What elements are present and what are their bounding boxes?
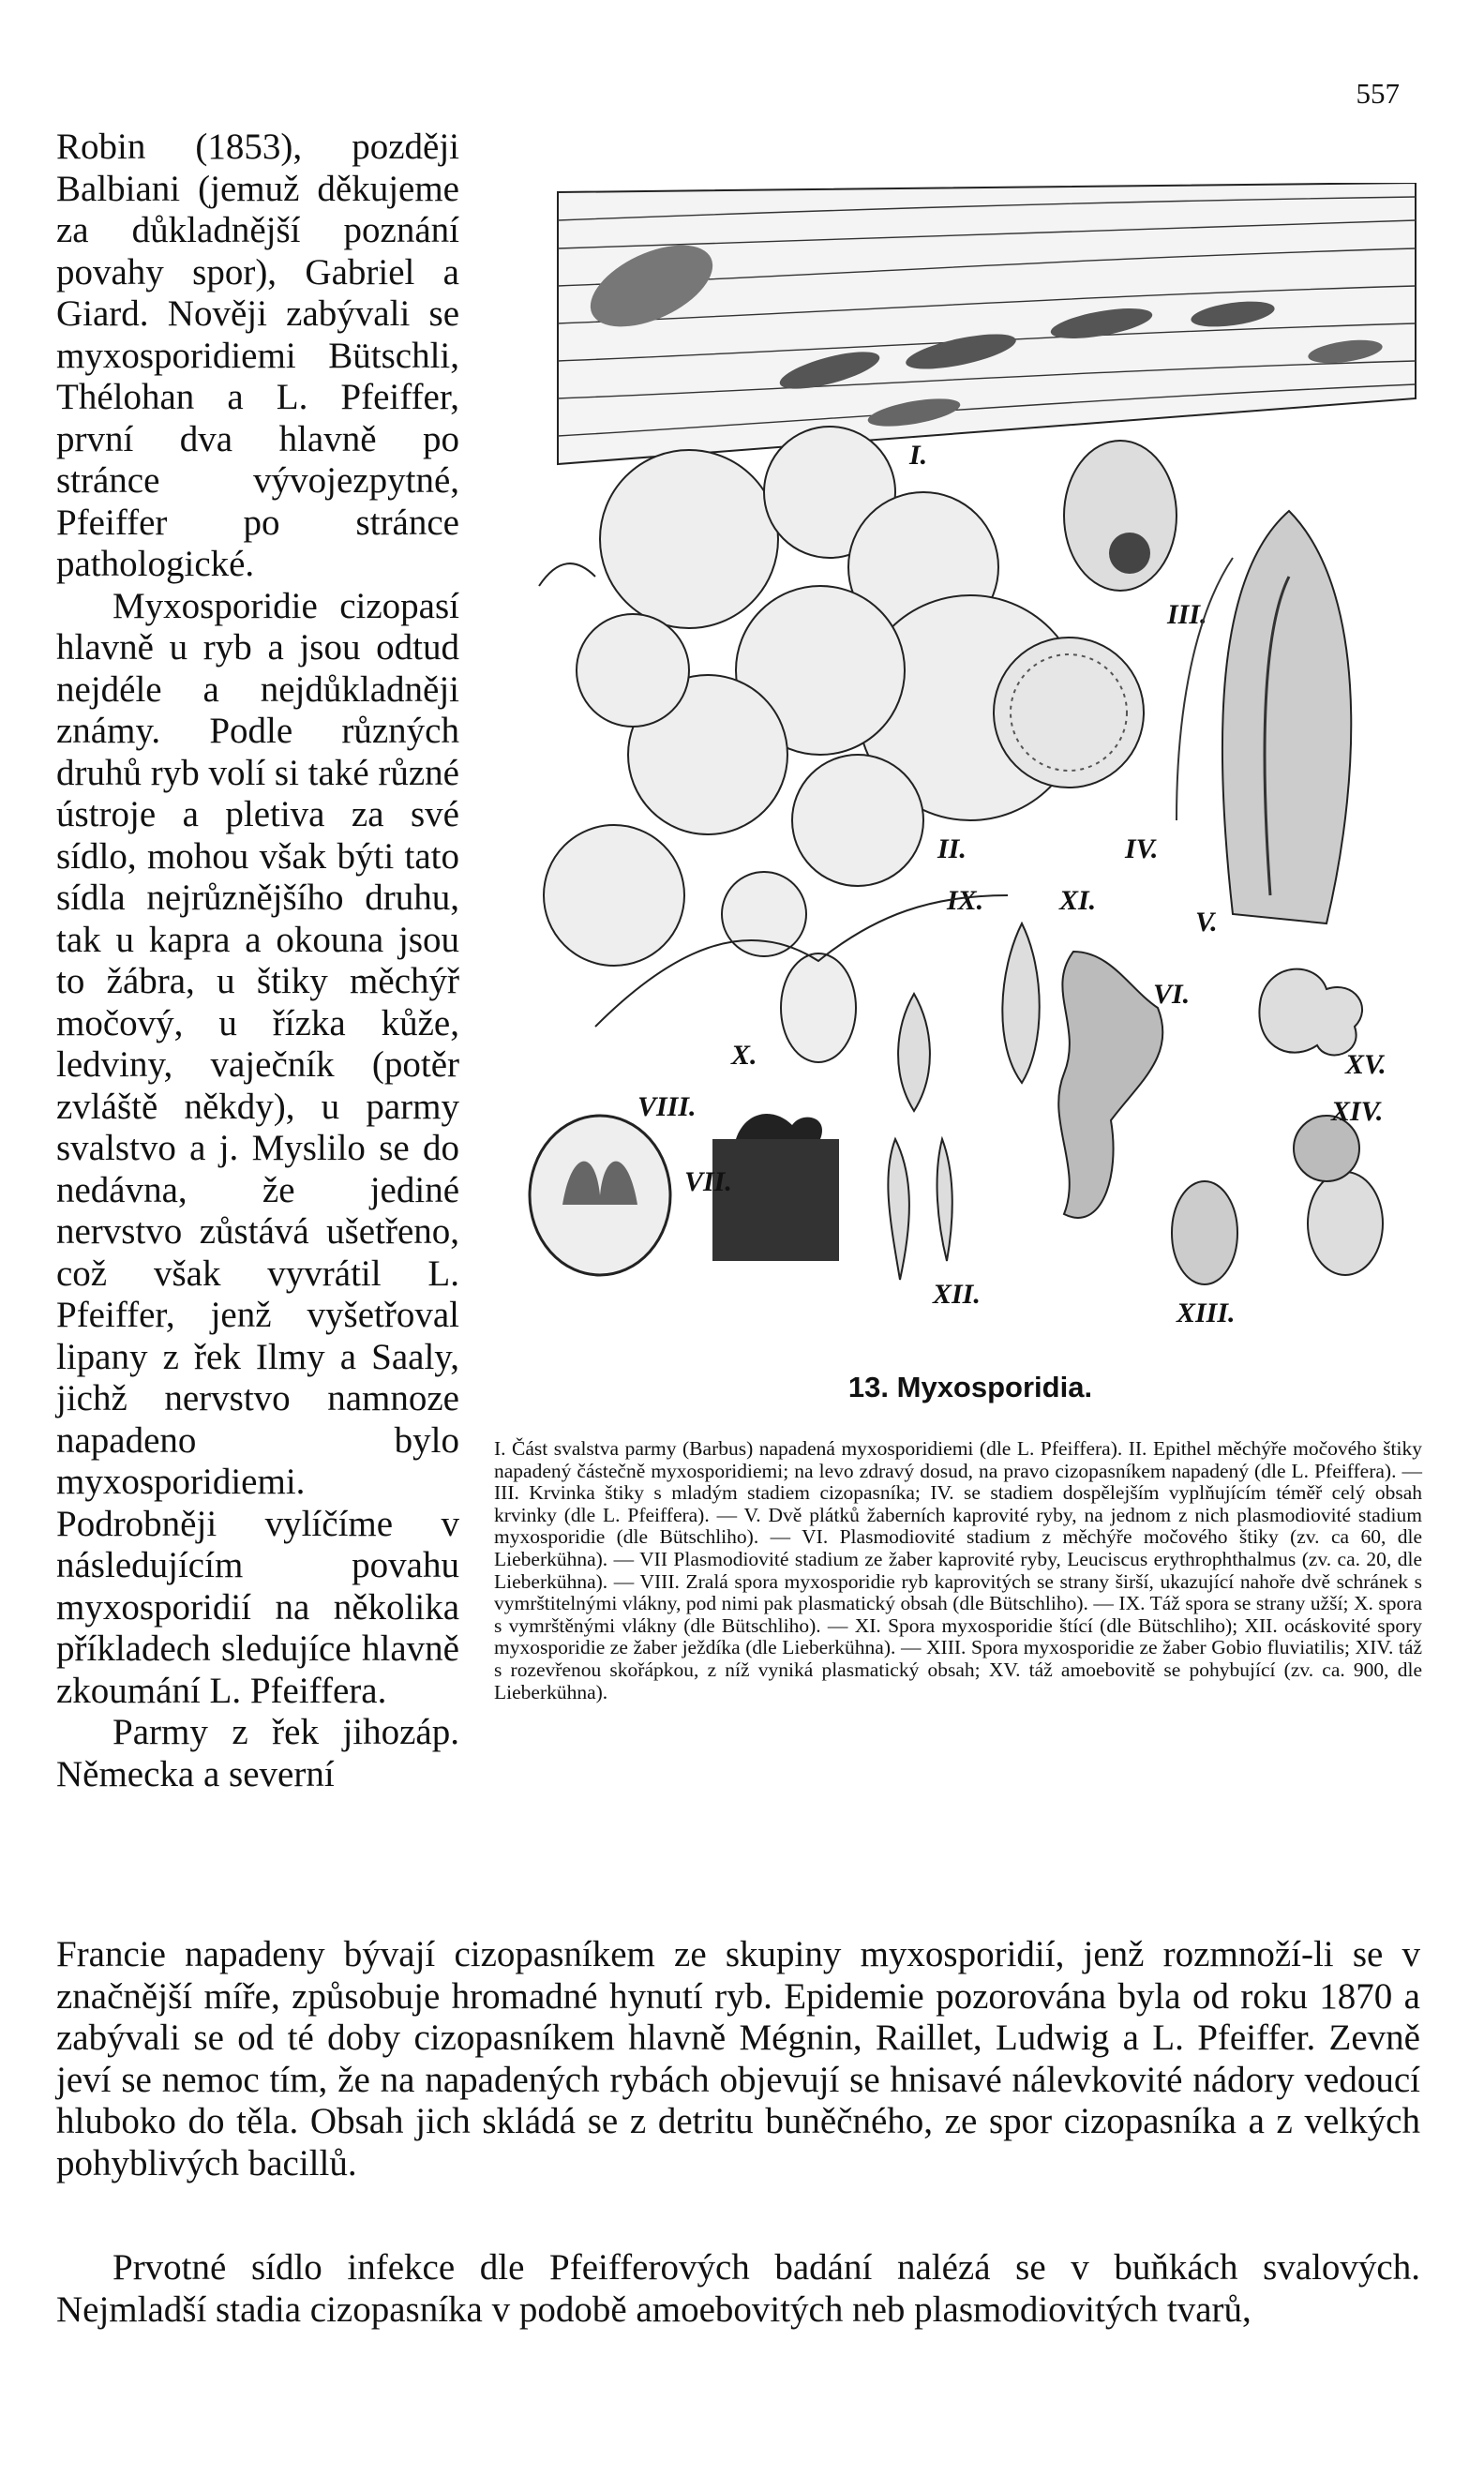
label-xiii: XIII. bbox=[1177, 1298, 1236, 1328]
figure-iii-blood-cell bbox=[1064, 441, 1177, 591]
figure-xii-tailed-spores bbox=[888, 1139, 952, 1280]
paragraph-barbus-continued: Francie napadeny bývají cizopasníkem ze skupiny myxosporidií, jenž rozmnoží-li se v značnější míře, způsobuje hromadné hynutí ryb. Epidemie pozorována byla od roku 1870 a zabývali se od té doby cizopasníkem hlavně Mégnin, Raillet, Ludwig a L. Pfeiffer. Zevně jeví se nemoc tím, že na napadených rybách objevují se hnisavé nálevkovité nádory vedoucí hluboko do těla. Obsah jich skládá se z detritu buněčného, ze spor cizopasníka a z velkých pohyblivých bacillů. bbox=[56, 1934, 1420, 2183]
figure-vi-plasmodium bbox=[1058, 952, 1162, 1218]
label-x: X. bbox=[731, 1040, 757, 1071]
myxosporidia-illustration bbox=[520, 183, 1420, 1345]
label-iv: IV. bbox=[1125, 833, 1159, 864]
label-i: I. bbox=[909, 440, 928, 471]
figure-ix-spore-narrow bbox=[898, 994, 930, 1111]
figure-title: 13. Myxosporidia. bbox=[847, 1371, 1093, 1403]
label-iii: III. bbox=[1167, 599, 1207, 630]
full-width-paragraph-continued bbox=[56, 1934, 1420, 2184]
label-xii: XII. bbox=[933, 1279, 981, 1310]
figure-xiv-spore-open bbox=[1294, 1116, 1383, 1275]
label-v: V. bbox=[1195, 907, 1218, 938]
label-xi: XI. bbox=[1059, 885, 1097, 916]
figure-xi-spore bbox=[1002, 923, 1039, 1083]
label-vii: VII. bbox=[684, 1166, 732, 1197]
figure-iv-blood-cell bbox=[994, 638, 1144, 788]
figure-caption bbox=[494, 1438, 1422, 1703]
full-width-paragraph-infection bbox=[56, 2247, 1420, 2331]
label-vi: VI. bbox=[1153, 979, 1191, 1010]
page-number: 557 bbox=[1356, 77, 1400, 110]
figure-v-gill-lamellae bbox=[1177, 511, 1351, 923]
label-viii: VIII. bbox=[637, 1091, 697, 1122]
label-xiv: XIV. bbox=[1331, 1096, 1384, 1127]
label-ii: II. bbox=[937, 833, 967, 864]
label-xv: XV. bbox=[1345, 1049, 1387, 1080]
figure-viii-spore bbox=[530, 1116, 670, 1275]
label-ix: IX. bbox=[947, 885, 984, 916]
figure-xv-amoeboid-spore bbox=[1259, 969, 1362, 1056]
paragraph-history: Robin (1853), později Balbiani (jemuž děkujeme za důkladnější poznání povahy spor), Gabriel a Giard. Nověji zabývali se myxosporidiemi Bütschli, Thélohan a L. Pfeiffer, první dva hlavně po stránce vývojezpytné, Pfeiffer po stránce pathologické. bbox=[56, 127, 459, 584]
figure-i-muscle-tissue bbox=[558, 183, 1416, 464]
caption-text: I. Část svalstva parmy (Barbus) napadená myxosporidiemi (dle L. Pfeiffera). II. Epithel měchýře močového štiky napadený částečně myxosporidiemi; na levo zdravý dosud, na pravo cizopasníkem napadený (dle L. Pfeiffera). — III. Krvinka štiky s mladým stadiem cizopasníka; IV. se stadiem dospělejším vyplňujícím téměř celý obsah krvinky (dle L. Pfeiffera). — V. Dvě plátků žaberních kaprovité ryby, na jednom z nich plasmodiovité stadium myxosporidie (dle Bütschliho). — VI. Plasmodiovité stadium z měchýře močového štiky (zv. ca 60, dle Lieberkühna). — VII Plasmodiovité stadium ze žaber kaprovité ryby, Leuciscus erythrophthalmus (zv. ca. 20, dle Lieberkühna). — VIII. Zralá spora myxosporidie ryb kaprovitých se strany širší, ukazující nahoře dvě schránek s vymrštitelnými vlákny, pod nimi pak plasmatický obsah (dle Bütschliho). — IX. Táž spora se strany užší; X. spora s vymrštěnými vlákny (dle Bütschliho). — XI. Spora myxosporidie štící (dle Bütschliho); XII. ocáskovité spory myxosporidie ze žaber ježdíka (dle Lieberkühna). — XIII. Spora myxosporidie ze žaber Gobio fluviatilis; XIV. táž s rozevřenou skořápkou, z níž vyniká plasmatický obsah; XV. táž amoebovitě se pohybující (zv. ca. 900, dle Lieberkühna). bbox=[494, 1437, 1422, 1703]
figure-xiii-spore bbox=[1172, 1181, 1237, 1284]
paragraph-infection-site: Prvotné sídlo infekce dle Pfeifferových badání nalézá se v buňkách svalových. Nejmladší stadia cizopasníka v podobě amoebovitých neb plasmodiovitých tvarů, bbox=[56, 2247, 1420, 2330]
left-column-text bbox=[56, 127, 459, 1795]
paragraph-hosts: Myxosporidie cizopasí hlavně u ryb a jsou odtud nejdéle a nejdůkladněji známy. Podle různých druhů ryb volí si také různé ústroje a pletiva za své sídlo, mohou však býti tato sídla nejrůznějšího druhu, tak u kapra a okouna jsou to žábra, u štiky měchýř močový, u řízka kůže, ledviny, vaječník (potěr zvláště někdy), u parmy svalstvo a j. Myslilo se do nedávna, že jediné nervstvo zůstává ušetřeno, což však vyvrátil L. Pfeiffer, jenž vyšetřoval lipany z řek Ilmy a Saaly, jichž nervstvo namnoze napadeno bylo myxosporidiemi. Podrobněji vylíčíme v následujícím povahu myxosporidií na několika příkladech sledujíce hlavně zkoumání L. Pfeiffera. bbox=[56, 585, 459, 1711]
paragraph-barbus-start: Parmy z řek jihozáp. Německa a severní bbox=[56, 1712, 459, 1794]
